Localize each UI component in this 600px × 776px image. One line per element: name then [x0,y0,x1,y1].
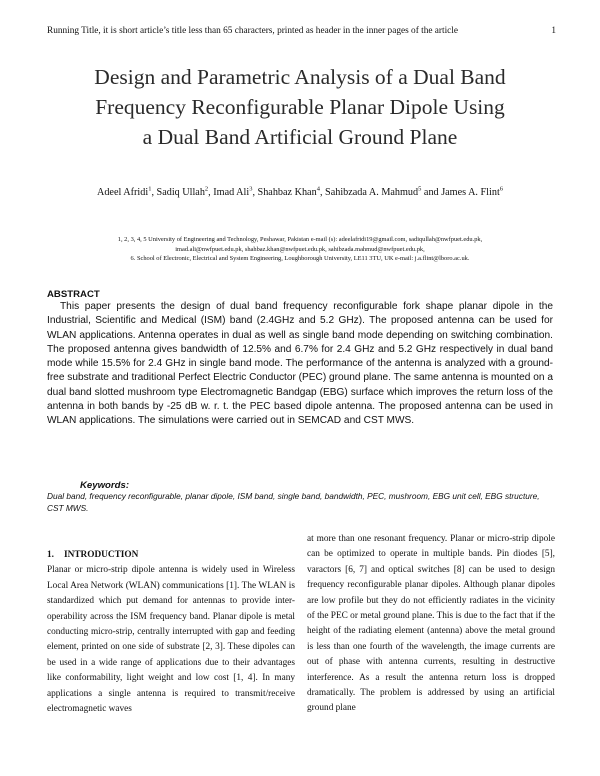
title-line-3: a Dual Band Artificial Ground Plane [142,125,458,149]
affiliation-line-3: 6. School of Electronic, Electrical and System Engineering, Loughborough University, LE11 3TU, UK e-mail: j.a.flint@lboro.ac.uk. [130,255,470,262]
author: James A. Flint$^6$ [441,186,504,199]
title-line-1: Design and Parametric Analysis of a Dual Band [94,65,506,89]
section-number: 1. [47,550,54,560]
keywords-text: Dual band, frequency reconfigurable, planar dipole, ISM band, single band, bandwidth, PEC, mushroom, EBG unit cell, EBG structure, CST MWS. [47,491,540,513]
abstract-heading: ABSTRACT [47,289,100,300]
section-title: INTRODUCTION [63,550,139,560]
intro-left-column [47,548,295,717]
author: Imad Ali$^3$, [213,186,258,199]
page-number: 1 [551,26,556,36]
intro-paragraph-right: at more than one resonant frequency. Planar or micro-strip dipole can be optimized to operate in multiple bands. Pin diodes [5], varactors [6, 7] and optical switches [8] can be used to design frequency reconfigurable planar dipoles. Although planar dipoles are low profile but they do not efficiently radiates in the vicinity of the PEC or metal ground plane. This is due to the fact that if the height of the radiating element (antenna) above the metal ground is less than one fourth of the wavelength, the image currents are out of phase with antenna currents, resulting in destructive interference. As a result the antenna return loss is dropped dramatically. The problem is addressed by using an artificial ground plane [307,534,555,714]
author: Adeel Afridi$^1$, [96,186,157,199]
author: Shahbaz Khan$^4$, [257,186,326,199]
paper-title [40,62,560,152]
author: Sadiq Ullah$^2$, [156,186,214,199]
affiliation-line-1: 1, 2, 3, 4, 5 University of Engineering and Technology, Peshawar, Pakistan e-mail (s): adeelafridi19@gmail.com, sadiqullah@nwfpuet.edu.pk, [117,236,483,243]
title-line-2: Frequency Reconfigurable Planar Dipole Using [95,95,505,119]
affiliations [60,235,540,264]
abstract-text: This paper presents the design of dual band frequency reconfigurable fork shape planar dipole in the Industrial, Scientific and Medical (ISM) band (2.4GHz and 5.2 GHz). The proposed antenna can be used for WLAN applications. Antenna operates in dual as well as single band mode depending on switching combination. The proposed antenna gives bandwidth of 12.5% and 6.7% for 2.4 GHz and 5.2 GHz respectively in dual band mode while 15.5% for 2.4 GHz in single band mode. The performance of the antenna is analyzed with a ground-free substrate and traditional Perfect Electric Conductor (PEC) ground plane. The same antenna is mounted on a dual band slotted mushroom type Electromagnetic Bandgap (EBG) surface which improves the return loss of the antenna in both bands by -25 dB w. r. t. the PEC based dipole antenna. The proposed antenna can be used in WLAN applications. The simulations were carried out in SEMCAD and CST MWS. [47,301,553,427]
keywords-heading: Keywords: [80,480,130,491]
running-title: Running Title, it is short article’s title less than 65 characters, printed as header in the inner pages of the article [47,26,459,36]
running-header [47,26,556,36]
intro-paragraph-left: Planar or micro-strip dipole antenna is widely used in Wireless Local Area Network (WLAN) communications [1]. The WLAN is standardized which put demand for antennas to provide inter-operability across the ISM frequency band. Planar dipole is metal conducting micro-strip, centrally interrupted with gap and feeding element, printed on one side of substrate [2, 3]. These dipoles can be used in a wide range of applications due to their advantages like conformability, light weight and low cost [1, 4]. In many applications a single antenna is required to transmit/receive electromagnetic waves [47,565,295,715]
affiliation-line-2: imad.ali@nwfpuet.edu.pk, shahbaz.khan@nwfpuet.edu.pk, sahibzada.mahmud@nwfpuet.edu.pk, [175,245,425,253]
author-list [40,186,560,198]
intro-right-column [307,532,555,717]
author: Sahibzada A. Mahmud$^5$ and [325,186,442,199]
section-heading-introduction [47,548,295,563]
